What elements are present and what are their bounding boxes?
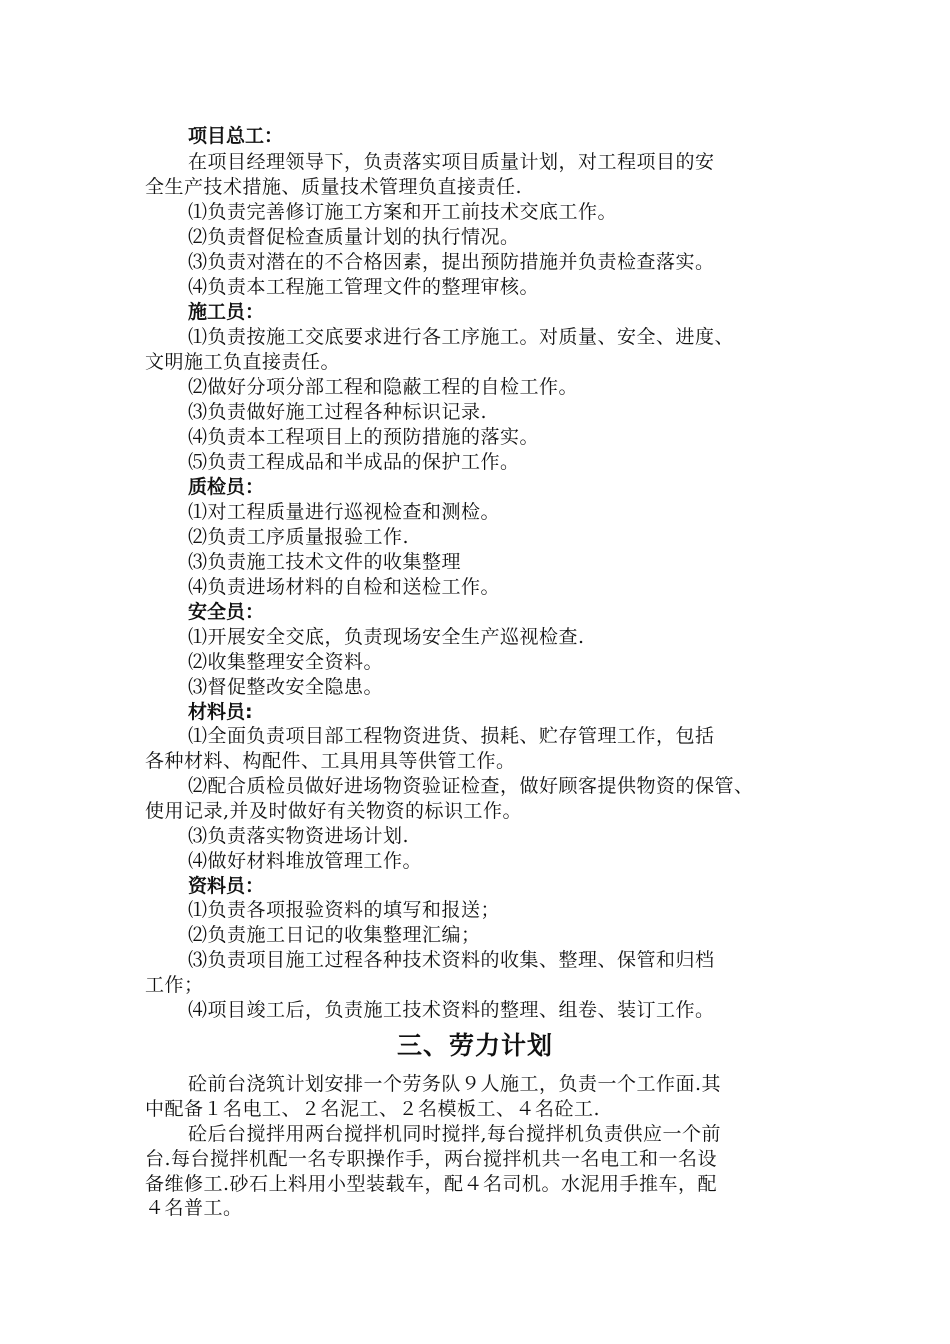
materials-officer-item-2-line-1: ⑵配合质检员做好进场物资验证检查，做好顾客提供物资的保管、: [188, 775, 754, 797]
safety-officer-item-1: ⑴开展安全交底，负责现场安全生产巡视检查.: [188, 626, 585, 648]
chief-engineer-intro-line-1: 在项目经理领导下，负责落实项目质量计划，对工程项目的安: [188, 151, 715, 173]
labor-plan-para2-line-4: ４名普工。: [145, 1197, 243, 1219]
records-officer-item-3-line-1: ⑶负责项目施工过程各种技术资料的收集、整理、保管和归档: [188, 949, 715, 971]
quality-inspector-item-3: ⑶负责施工技术文件的收集整理: [188, 551, 462, 573]
records-officer-item-3-line-2: 工作；: [145, 974, 204, 996]
labor-plan-para1-line-1: 砼前台浇筑计划安排一个劳务队９人施工，负责一个工作面.其: [188, 1073, 722, 1095]
materials-officer-item-1-line-1: ⑴全面负责项目部工程物资进货、损耗、贮存管理工作，包括: [188, 725, 715, 747]
constructor-item-1-line-1: ⑴负责按施工交底要求进行各工序施工。对质量、安全、进度、: [188, 326, 735, 348]
chief-engineer-heading: 项目总工：: [188, 125, 284, 147]
materials-officer-item-2-line-2: 使用记录,并及时做好有关物资的标识工作。: [145, 800, 523, 822]
materials-officer-item-3: ⑶负责落实物资进场计划.: [188, 825, 410, 847]
records-officer-item-2: ⑵负责施工日记的收集整理汇编；: [188, 924, 481, 946]
quality-inspector-item-1: ⑴对工程质量进行巡视检查和测检。: [188, 501, 501, 523]
chief-engineer-item-3: ⑶负责对潜在的不合格因素，提出预防措施并负责检查落实。: [188, 251, 715, 273]
constructor-item-3: ⑶负责做好施工过程各种标识记录.: [188, 401, 488, 423]
constructor-item-2: ⑵做好分项分部工程和隐蔽工程的自检工作。: [188, 376, 579, 398]
materials-officer-heading: 材料员:: [188, 701, 253, 723]
labor-plan-para1-line-2: 中配备１名电工、２名泥工、２名模板工、４名砼工.: [145, 1098, 601, 1120]
labor-plan-heading: 三、劳力计划: [396, 1031, 553, 1060]
records-officer-item-4: ⑷项目竣工后，负责施工技术资料的整理、组卷、装订工作。: [188, 999, 715, 1021]
chief-engineer-item-2: ⑵负责督促检查质量计划的执行情况。: [188, 226, 520, 248]
records-officer-heading: 资料员：: [188, 875, 265, 897]
safety-officer-item-3: ⑶督促整改安全隐患。: [188, 676, 384, 698]
labor-plan-para2-line-1: 砼后台搅拌用两台搅拌机同时搅拌,每台搅拌机负责供应一个前: [188, 1123, 722, 1145]
materials-officer-item-1-line-2: 各种材料、构配件、工具用具等供管工作。: [145, 750, 516, 772]
quality-inspector-item-2: ⑵负责工序质量报验工作.: [188, 526, 410, 548]
constructor-item-5: ⑸负责工程成品和半成品的保护工作。: [188, 451, 520, 473]
labor-plan-para2-line-3: 备维修工.砂石上料用小型装载车，配４名司机。水泥用手推车，配: [145, 1173, 718, 1195]
constructor-heading: 施工员：: [188, 301, 265, 323]
chief-engineer-item-4: ⑷负责本工程施工管理文件的整理审核。: [188, 276, 540, 298]
chief-engineer-intro-line-2: 全生产技术措施、质量技术管理负直接责任.: [145, 176, 523, 198]
constructor-item-4: ⑷负责本工程项目上的预防措施的落实。: [188, 426, 540, 448]
chief-engineer-item-1: ⑴负责完善修订施工方案和开工前技术交底工作。: [188, 201, 618, 223]
materials-officer-item-4: ⑷做好材料堆放管理工作。: [188, 850, 423, 872]
labor-plan-para2-line-2: 台.每台搅拌机配一名专职操作手，两台搅拌机共一名电工和一名设: [145, 1148, 718, 1170]
quality-inspector-item-4: ⑷负责进场材料的自检和送检工作。: [188, 576, 501, 598]
safety-officer-heading: 安全员：: [188, 601, 265, 623]
safety-officer-item-2: ⑵收集整理安全资料。: [188, 651, 384, 673]
constructor-item-1-line-2: 文明施工负直接责任。: [145, 351, 341, 373]
quality-inspector-heading: 质检员：: [188, 476, 265, 498]
records-officer-item-1: ⑴负责各项报验资料的填写和报送；: [188, 899, 501, 921]
